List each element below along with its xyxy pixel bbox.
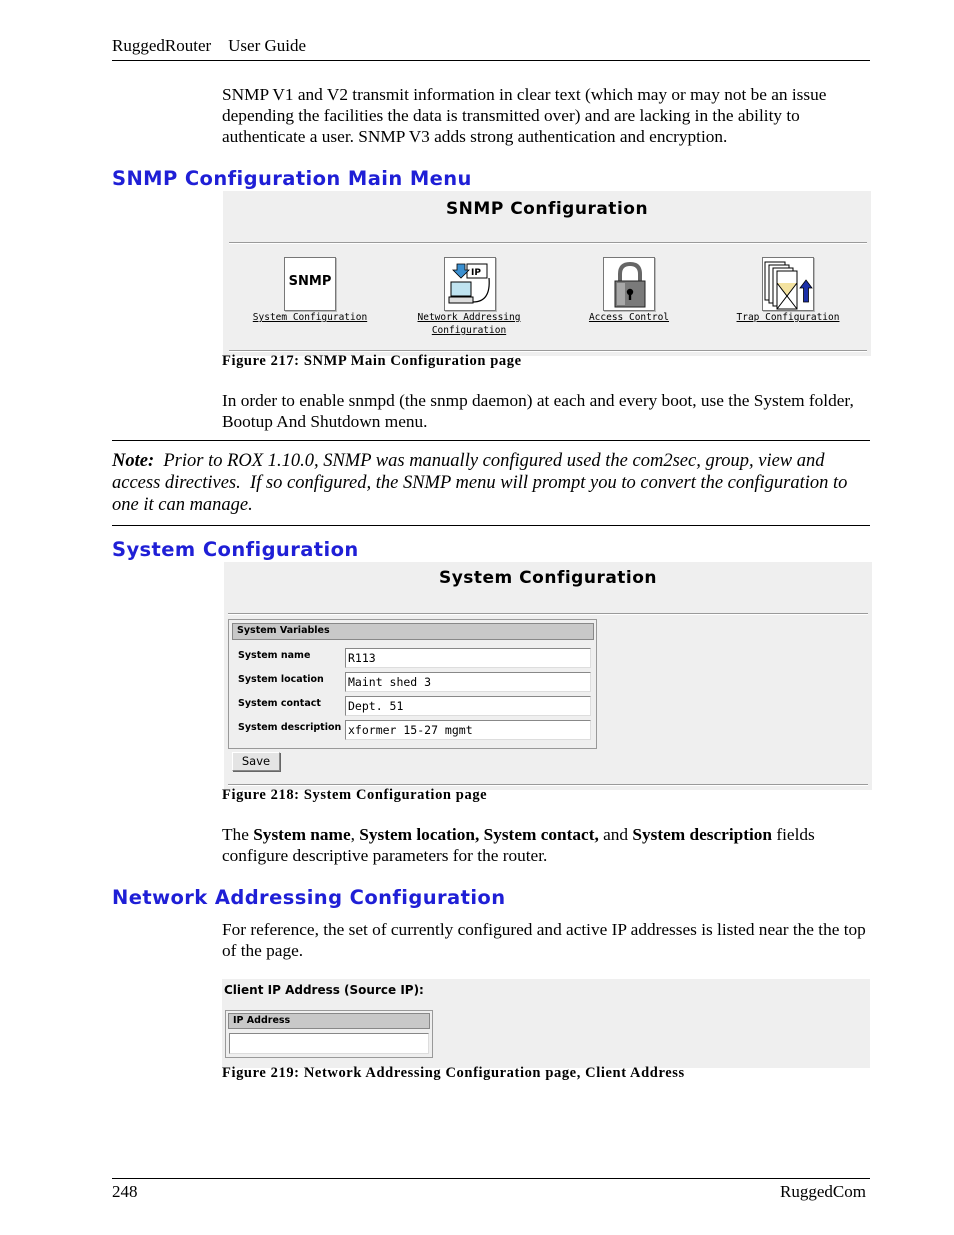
running-header: RuggedRouter User Guide [112, 36, 307, 55]
panel-divider [228, 613, 868, 614]
system-name-label: System name [238, 650, 311, 661]
panel-divider [229, 242, 867, 243]
system-variables-table [228, 619, 597, 749]
system-contact-field[interactable]: Dept. 51 [345, 696, 591, 716]
intro-paragraph: SNMP V1 and V2 transmit information in clear text (which may or may not be an issue depending the facilities the data is transmitted over) and are lacking in the ability to authenticate a user. SNMP V3 adds strong authentication and encryption. [222, 85, 827, 146]
network-ip-icon-art [445, 258, 497, 312]
figure-218-caption: Figure 218: System Configuration page [222, 787, 488, 803]
network-addressing-link[interactable]: Network Addressing Configuration [417, 312, 521, 336]
system-config-panel [224, 562, 872, 790]
snmp-main-panel [223, 191, 871, 356]
section-heading-main-menu: SNMP Configuration Main Menu [112, 167, 472, 190]
text-suffix: fields configure descriptive parameters for the router. [222, 825, 815, 865]
ip-address-table [225, 1010, 433, 1058]
snmpd-paragraph: In order to enable snmpd (the snmp daemon) at each and every boot, use the System folder, Bootup And Shutdown menu. [222, 391, 854, 431]
ip-address-field[interactable] [229, 1033, 429, 1054]
system-description-field[interactable]: xformer 15-27 mgmt [345, 720, 591, 740]
panel-title: SNMP Configuration [445, 199, 649, 219]
system-name-field[interactable]: R113 [345, 648, 591, 668]
snmp-icon[interactable] [284, 257, 336, 311]
section-heading-system-config: System Configuration [112, 538, 359, 561]
system-location-field[interactable]: Maint shed 3 [345, 672, 591, 692]
note-block [112, 450, 870, 516]
note-text: Prior to ROX 1.10.0, SNMP was manually configured used the com2sec, group, view and access directives. If so configured, the SNMP menu will prompt you to convert the configuration to one it can manage. [112, 451, 853, 515]
text-sep2: and [598, 825, 633, 844]
network-ip-icon[interactable] [444, 257, 496, 311]
system-description-label: System description [238, 722, 342, 733]
access-control-link[interactable]: Access Control [588, 312, 670, 323]
figure-219-caption: Figure 219: Network Addressing Configuration page, Client Address [222, 1065, 685, 1081]
footer-rule [112, 1178, 870, 1179]
trap-envelopes-icon[interactable] [762, 257, 814, 311]
header-rule [112, 60, 870, 61]
system-location-label: System location [238, 674, 324, 685]
system-contact-label: System contact [238, 698, 321, 709]
save-button[interactable]: Save [232, 752, 280, 771]
client-ip-panel [222, 979, 870, 1068]
system-configuration-link[interactable]: System Configuration [252, 312, 368, 323]
bold-system-description: System description [632, 825, 773, 844]
padlock-icon-art [604, 258, 656, 312]
snmp-icon-glyph: SNMP [288, 274, 332, 289]
panel-bottom-divider [228, 784, 868, 785]
bold-system-name: System name [253, 825, 351, 844]
panel-title: System Configuration [438, 568, 658, 588]
page-number: 248 [112, 1182, 138, 1201]
text-sep1: , [350, 825, 360, 844]
note-top-rule [112, 440, 870, 441]
padlock-icon[interactable] [603, 257, 655, 311]
table-header: IP Address [228, 1013, 430, 1029]
text-prefix: The [222, 825, 254, 844]
note-label: Note: [112, 451, 155, 471]
section-heading-network: Network Addressing Configuration [112, 886, 506, 909]
system-fields-paragraph [222, 824, 867, 866]
table-header: System Variables [232, 623, 594, 640]
note-bottom-rule [112, 525, 870, 526]
figure-217-caption: Figure 217: SNMP Main Configuration page [222, 353, 522, 369]
network-paragraph: For reference, the set of currently configured and active IP addresses is listed near the the top of the page. [222, 920, 866, 960]
trap-envelopes-icon-art [763, 258, 815, 312]
client-ip-title: Client IP Address (Source IP): [224, 983, 424, 997]
bold-location-contact: System location, System contact, [359, 825, 599, 844]
panel-bottom-divider [229, 350, 867, 351]
footer-company: RuggedCom [780, 1182, 866, 1201]
trap-configuration-link[interactable]: Trap Configuration [736, 312, 840, 323]
network-ip-icon-glyph: IP [471, 268, 481, 278]
